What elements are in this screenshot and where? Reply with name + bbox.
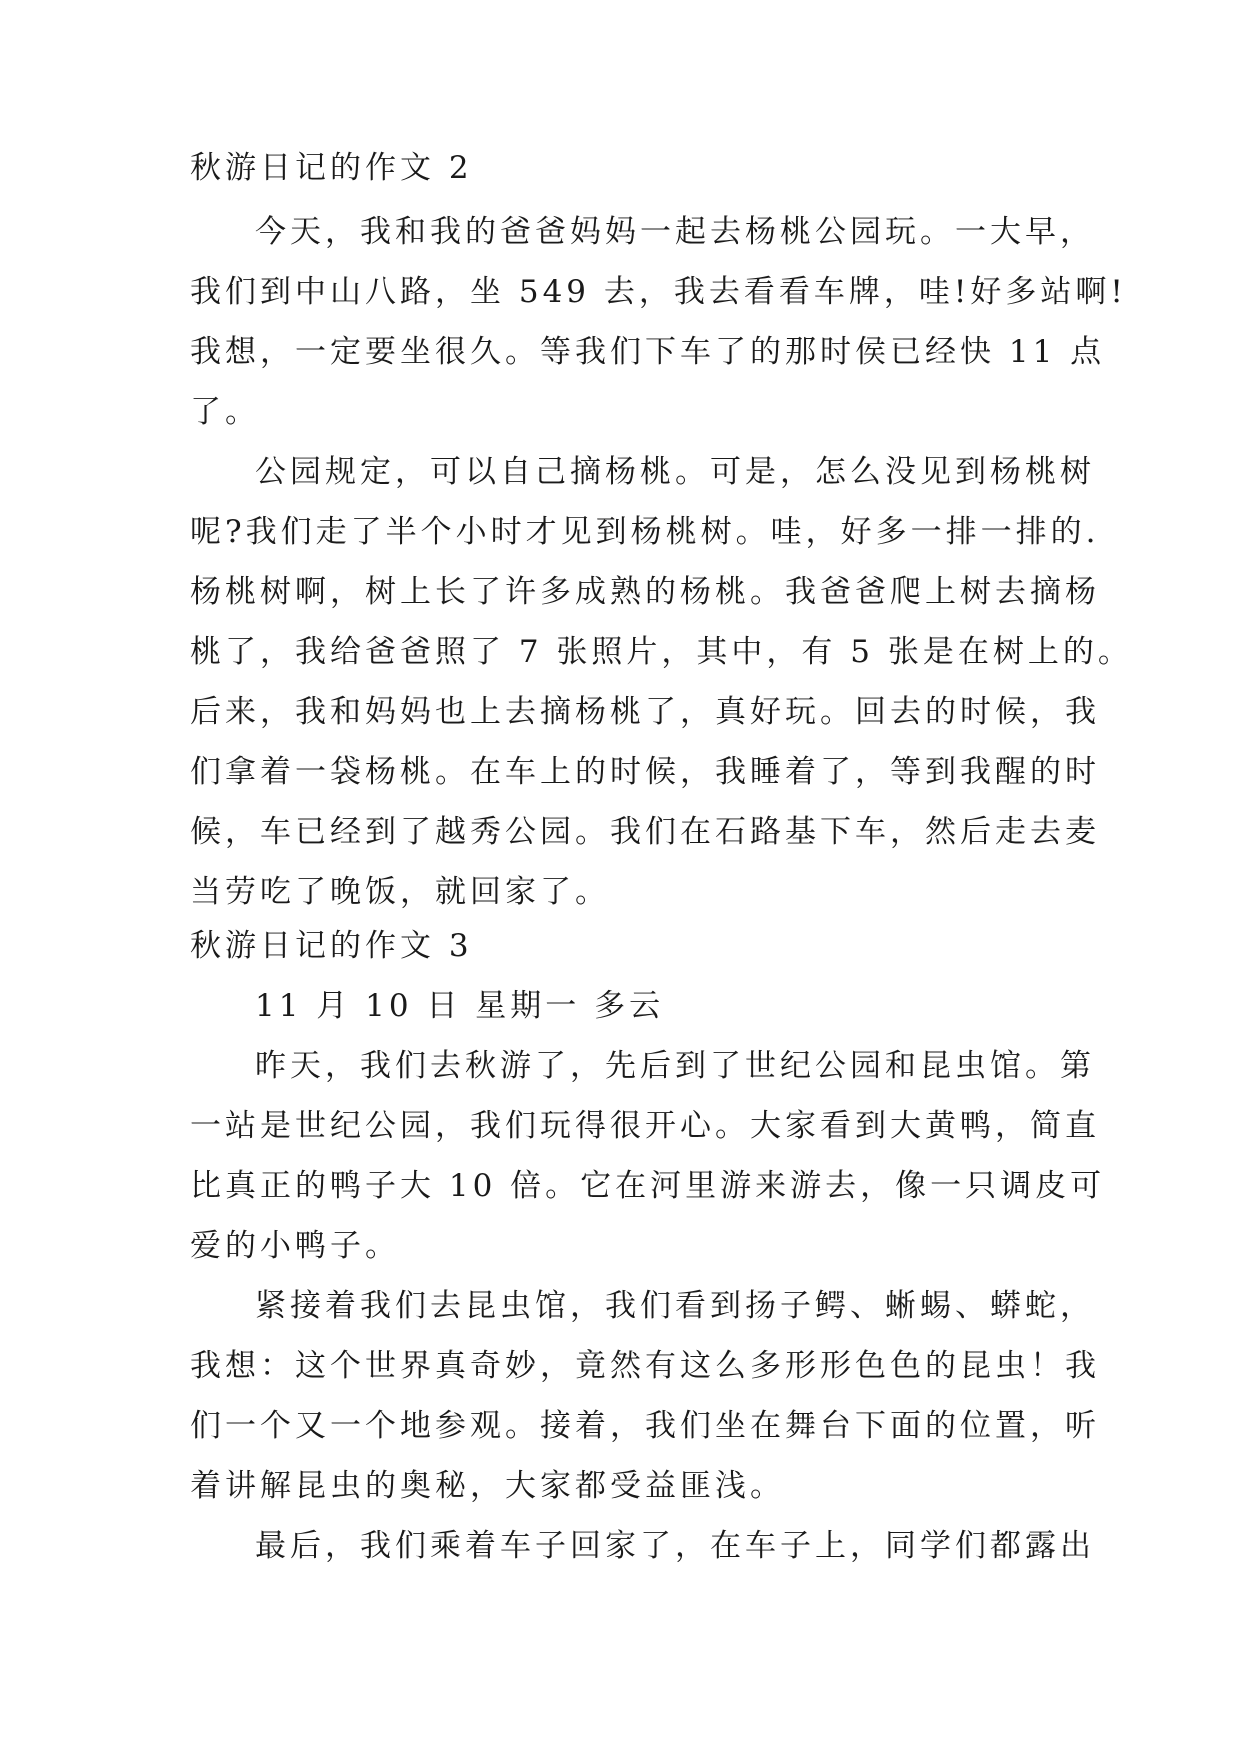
date-line: 11 月 10 日 星期一 多云 xyxy=(255,988,665,1024)
paragraph-line: 最后，我们乘着车子回家了，在车子上，同学们都露出 xyxy=(255,1528,1095,1564)
paragraph-line: 我们到中山八路，坐 549 去，我去看看车牌，哇!好多站啊! xyxy=(190,274,1127,310)
paragraph-line: 爱的小鸭子。 xyxy=(190,1228,400,1264)
paragraph-line: 们一个又一个地参观。接着，我们坐在舞台下面的位置，听 xyxy=(190,1408,1100,1444)
paragraph-line: 桃了，我给爸爸照了 7 张照片，其中，有 5 张是在树上的。 xyxy=(190,634,1133,670)
paragraph-line: 了。 xyxy=(190,394,260,430)
paragraph-line: 我想：这个世界真奇妙，竟然有这么多形形色色的昆虫！我 xyxy=(190,1348,1100,1384)
paragraph-line: 比真正的鸭子大 10 倍。它在河里游来游去，像一只调皮可 xyxy=(190,1168,1106,1204)
section-heading: 秋游日记的作文 2 xyxy=(190,150,473,186)
paragraph-line: 后来，我和妈妈也上去摘杨桃了，真好玩。回去的时候，我 xyxy=(190,694,1100,730)
paragraph-line: 昨天，我们去秋游了，先后到了世纪公园和昆虫馆。第 xyxy=(255,1048,1095,1084)
paragraph-line: 一站是世纪公园，我们玩得很开心。大家看到大黄鸭，简直 xyxy=(190,1108,1100,1144)
paragraph-line: 杨桃树啊，树上长了许多成熟的杨桃。我爸爸爬上树去摘杨 xyxy=(190,574,1100,610)
paragraph-line: 今天，我和我的爸爸妈妈一起去杨桃公园玩。一大早， xyxy=(255,214,1095,250)
paragraph-line: 呢?我们走了半个小时才见到杨桃树。哇，好多一排一排的. xyxy=(190,514,1100,550)
paragraph-line: 紧接着我们去昆虫馆，我们看到扬子鳄、蜥蜴、蟒蛇， xyxy=(255,1288,1095,1324)
paragraph-line: 候，车已经到了越秀公园。我们在石路基下车，然后走去麦 xyxy=(190,814,1100,850)
paragraph-line: 当劳吃了晚饭，就回家了。 xyxy=(190,874,610,910)
paragraph-line: 们拿着一袋杨桃。在车上的时候，我睡着了，等到我醒的时 xyxy=(190,754,1100,790)
paragraph-line: 公园规定，可以自己摘杨桃。可是，怎么没见到杨桃树 xyxy=(255,454,1095,490)
paragraph-line: 着讲解昆虫的奥秘，大家都受益匪浅。 xyxy=(190,1468,785,1504)
paragraph-line: 我想，一定要坐很久。等我们下车了的那时侯已经快 11 点 xyxy=(190,334,1106,370)
section-heading: 秋游日记的作文 3 xyxy=(190,928,473,964)
